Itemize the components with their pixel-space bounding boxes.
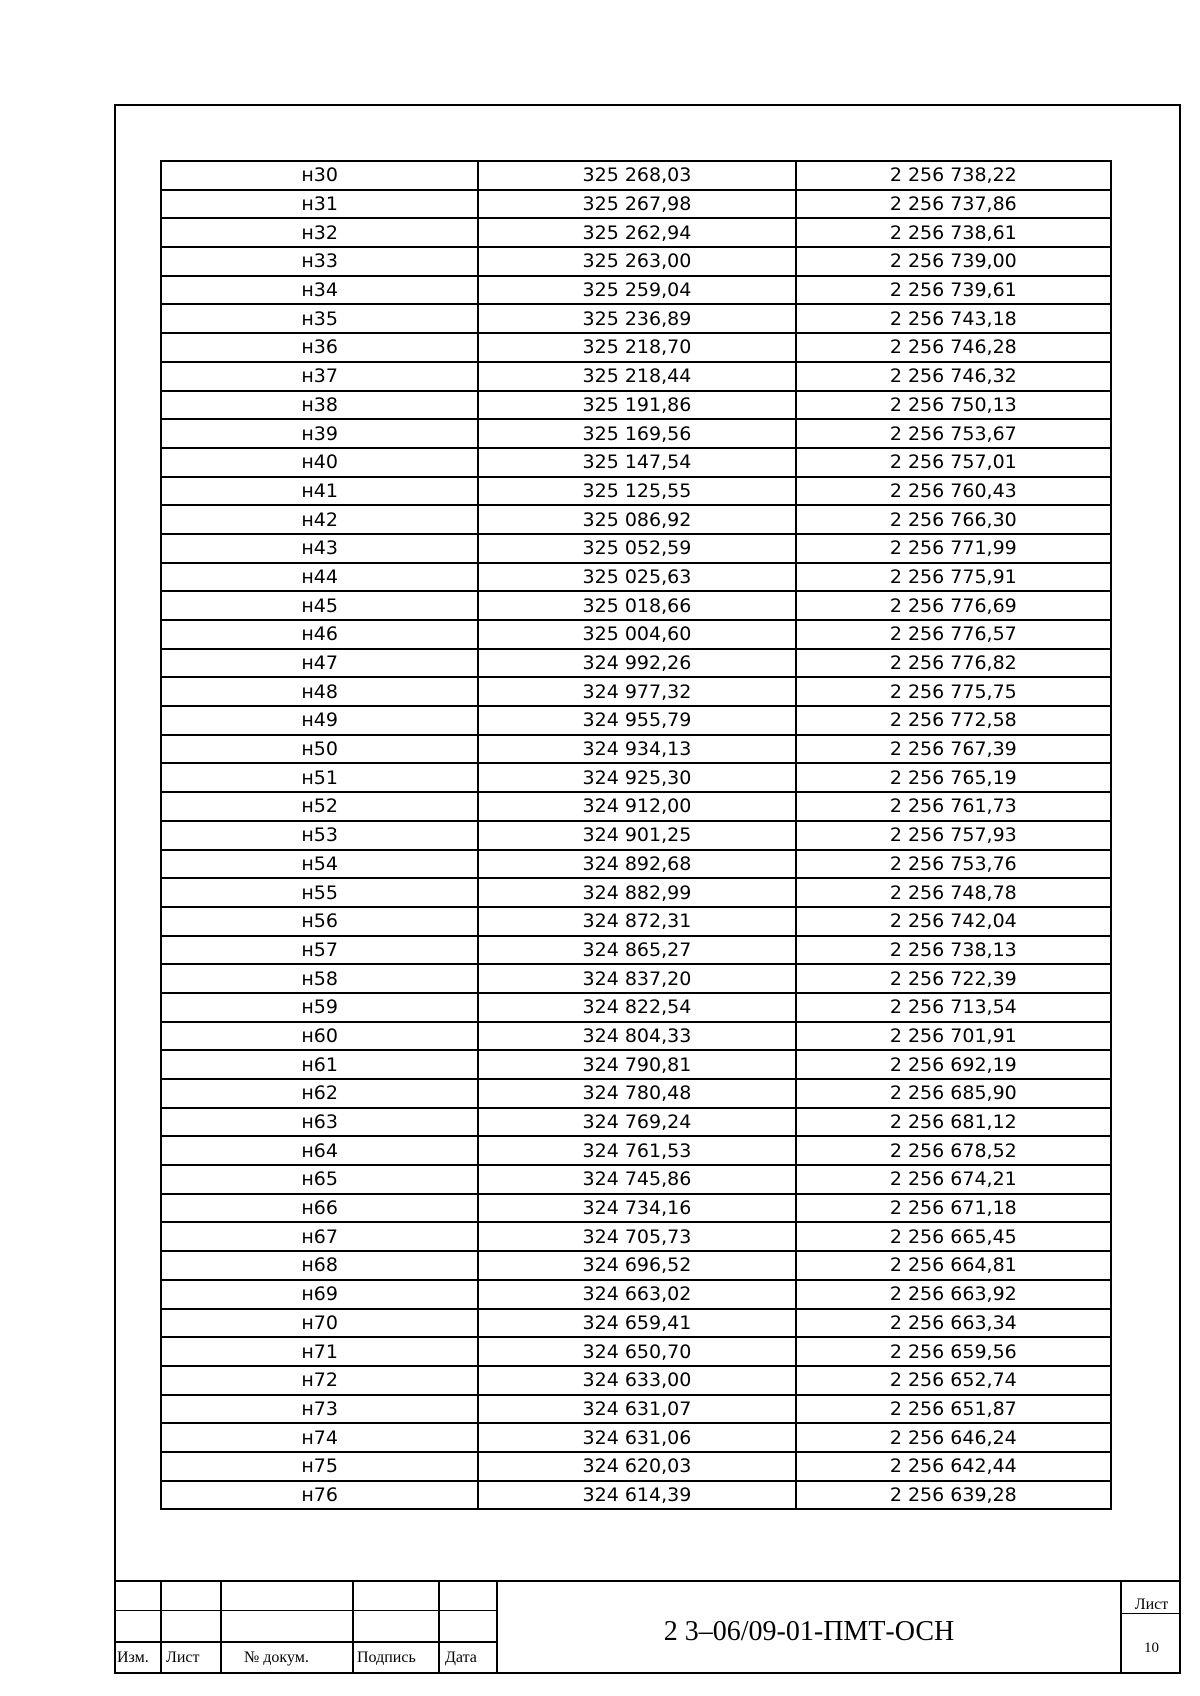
table-row: [161, 276, 1111, 305]
y-coordinate-cell: 2 256 742,04: [796, 907, 1111, 936]
point-name-cell: н47: [161, 649, 478, 678]
point-name-cell: н50: [161, 735, 478, 764]
point-name-cell: н43: [161, 534, 478, 563]
x-coordinate-cell: 324 977,32: [478, 677, 795, 706]
point-name-cell: н66: [161, 1194, 478, 1223]
label-signature: Подпись: [357, 1649, 416, 1666]
point-name-cell: н76: [161, 1481, 478, 1510]
x-coordinate-cell: 324 790,81: [478, 1050, 795, 1079]
document-code: 2 3–06/09-01-ПМТ-ОСН: [663, 1616, 955, 1647]
y-coordinate-cell: 2 256 665,45: [796, 1222, 1111, 1251]
point-name-cell: н65: [161, 1165, 478, 1194]
table-row: [161, 391, 1111, 420]
point-name-cell: н59: [161, 993, 478, 1022]
point-name-cell: н62: [161, 1079, 478, 1108]
title-block-divider: [220, 1580, 222, 1674]
table-row: [161, 735, 1111, 764]
table-row: [161, 1165, 1111, 1194]
point-name-cell: н42: [161, 505, 478, 534]
x-coordinate-cell: 325 018,66: [478, 591, 795, 620]
x-coordinate-cell: 324 882,99: [478, 878, 795, 907]
point-name-cell: н41: [161, 477, 478, 506]
y-coordinate-cell: 2 256 738,13: [796, 936, 1111, 965]
x-coordinate-cell: 324 804,33: [478, 1022, 795, 1051]
table-row: [161, 190, 1111, 219]
table-row: [161, 821, 1111, 850]
point-name-cell: н60: [161, 1022, 478, 1051]
table-row: [161, 1050, 1111, 1079]
table-row: [161, 936, 1111, 965]
point-name-cell: н45: [161, 591, 478, 620]
y-coordinate-cell: 2 256 646,24: [796, 1423, 1111, 1452]
coordinates-table: [160, 160, 1112, 1510]
x-coordinate-cell: 324 769,24: [478, 1108, 795, 1137]
x-coordinate-cell: 325 259,04: [478, 276, 795, 305]
point-name-cell: н57: [161, 936, 478, 965]
y-coordinate-cell: 2 256 746,28: [796, 333, 1111, 362]
x-coordinate-cell: 325 218,44: [478, 362, 795, 391]
table-row: [161, 1079, 1111, 1108]
point-name-cell: н34: [161, 276, 478, 305]
x-coordinate-cell: 324 955,79: [478, 706, 795, 735]
x-coordinate-cell: 324 912,00: [478, 792, 795, 821]
x-coordinate-cell: 324 663,02: [478, 1280, 795, 1309]
table-row: [161, 591, 1111, 620]
x-coordinate-cell: 324 696,52: [478, 1251, 795, 1280]
point-name-cell: н75: [161, 1452, 478, 1481]
x-coordinate-cell: 325 025,63: [478, 563, 795, 592]
y-coordinate-cell: 2 256 775,91: [796, 563, 1111, 592]
y-coordinate-cell: 2 256 639,28: [796, 1481, 1111, 1510]
table-row: [161, 505, 1111, 534]
y-coordinate-cell: 2 256 701,91: [796, 1022, 1111, 1051]
y-coordinate-cell: 2 256 766,30: [796, 505, 1111, 534]
table-row: [161, 964, 1111, 993]
y-coordinate-cell: 2 256 738,22: [796, 161, 1111, 190]
label-list: Лист: [166, 1649, 200, 1666]
point-name-cell: н39: [161, 419, 478, 448]
y-coordinate-cell: 2 256 753,67: [796, 419, 1111, 448]
point-name-cell: н33: [161, 247, 478, 276]
point-name-cell: н52: [161, 792, 478, 821]
x-coordinate-cell: 324 734,16: [478, 1194, 795, 1223]
x-coordinate-cell: 324 780,48: [478, 1079, 795, 1108]
table-row: [161, 419, 1111, 448]
point-name-cell: н30: [161, 161, 478, 190]
y-coordinate-cell: 2 256 757,01: [796, 448, 1111, 477]
table-row: [161, 1309, 1111, 1338]
table-row: [161, 333, 1111, 362]
table-row: [161, 850, 1111, 879]
table-row: [161, 247, 1111, 276]
table-row: [161, 1022, 1111, 1051]
point-name-cell: н56: [161, 907, 478, 936]
point-name-cell: н74: [161, 1423, 478, 1452]
point-name-cell: н68: [161, 1251, 478, 1280]
table-row: [161, 1423, 1111, 1452]
title-block-divider: [352, 1580, 354, 1674]
table-row: [161, 792, 1111, 821]
y-coordinate-cell: 2 256 746,32: [796, 362, 1111, 391]
point-name-cell: н72: [161, 1366, 478, 1395]
y-coordinate-cell: 2 256 771,99: [796, 534, 1111, 563]
point-name-cell: н55: [161, 878, 478, 907]
x-coordinate-cell: 324 934,13: [478, 735, 795, 764]
x-coordinate-cell: 324 925,30: [478, 763, 795, 792]
label-date: Дата: [445, 1649, 477, 1666]
x-coordinate-cell: 324 631,07: [478, 1395, 795, 1424]
x-coordinate-cell: 325 052,59: [478, 534, 795, 563]
table-row: [161, 161, 1111, 190]
y-coordinate-cell: 2 256 761,73: [796, 792, 1111, 821]
y-coordinate-cell: 2 256 659,56: [796, 1337, 1111, 1366]
y-coordinate-cell: 2 256 772,58: [796, 706, 1111, 735]
y-coordinate-cell: 2 256 775,75: [796, 677, 1111, 706]
point-name-cell: н48: [161, 677, 478, 706]
x-coordinate-cell: 325 262,94: [478, 218, 795, 247]
x-coordinate-cell: 325 147,54: [478, 448, 795, 477]
x-coordinate-cell: 325 004,60: [478, 620, 795, 649]
title-block-divider: [438, 1580, 440, 1674]
point-name-cell: н58: [161, 964, 478, 993]
point-name-cell: н44: [161, 563, 478, 592]
point-name-cell: н32: [161, 218, 478, 247]
point-name-cell: н38: [161, 391, 478, 420]
x-coordinate-cell: 324 631,06: [478, 1423, 795, 1452]
table-row: [161, 534, 1111, 563]
x-coordinate-cell: 325 236,89: [478, 304, 795, 333]
y-coordinate-cell: 2 256 776,82: [796, 649, 1111, 678]
point-name-cell: н67: [161, 1222, 478, 1251]
x-coordinate-cell: 324 837,20: [478, 964, 795, 993]
table-row: [161, 563, 1111, 592]
table-row: [161, 706, 1111, 735]
x-coordinate-cell: 325 125,55: [478, 477, 795, 506]
x-coordinate-cell: 324 650,70: [478, 1337, 795, 1366]
table-row: [161, 878, 1111, 907]
x-coordinate-cell: 324 901,25: [478, 821, 795, 850]
y-coordinate-cell: 2 256 765,19: [796, 763, 1111, 792]
x-coordinate-cell: 324 822,54: [478, 993, 795, 1022]
y-coordinate-cell: 2 256 671,18: [796, 1194, 1111, 1223]
x-coordinate-cell: 325 191,86: [478, 391, 795, 420]
table-row: [161, 1280, 1111, 1309]
table-row: [161, 1337, 1111, 1366]
table-row: [161, 649, 1111, 678]
y-coordinate-cell: 2 256 743,18: [796, 304, 1111, 333]
point-name-cell: н71: [161, 1337, 478, 1366]
x-coordinate-cell: 325 263,00: [478, 247, 795, 276]
x-coordinate-cell: 324 620,03: [478, 1452, 795, 1481]
y-coordinate-cell: 2 256 685,90: [796, 1079, 1111, 1108]
table-row: [161, 1395, 1111, 1424]
y-coordinate-cell: 2 256 642,44: [796, 1452, 1111, 1481]
x-coordinate-cell: 324 892,68: [478, 850, 795, 879]
table-row: [161, 1452, 1111, 1481]
y-coordinate-cell: 2 256 776,57: [796, 620, 1111, 649]
table-row: [161, 620, 1111, 649]
y-coordinate-cell: 2 256 738,61: [796, 218, 1111, 247]
point-name-cell: н31: [161, 190, 478, 219]
y-coordinate-cell: 2 256 739,00: [796, 247, 1111, 276]
y-coordinate-cell: 2 256 776,69: [796, 591, 1111, 620]
table-row: [161, 907, 1111, 936]
table-row: [161, 677, 1111, 706]
table-row: [161, 1136, 1111, 1165]
title-block-top-border: [114, 1580, 1181, 1582]
y-coordinate-cell: 2 256 750,13: [796, 391, 1111, 420]
x-coordinate-cell: 324 633,00: [478, 1366, 795, 1395]
x-coordinate-cell: 324 872,31: [478, 907, 795, 936]
label-doc-number: № докум.: [244, 1649, 309, 1666]
x-coordinate-cell: 325 218,70: [478, 333, 795, 362]
y-coordinate-cell: 2 256 692,19: [796, 1050, 1111, 1079]
y-coordinate-cell: 2 256 739,61: [796, 276, 1111, 305]
table-row: [161, 1251, 1111, 1280]
table-row: [161, 1194, 1111, 1223]
x-coordinate-cell: 325 268,03: [478, 161, 795, 190]
title-block-divider: [1120, 1580, 1122, 1674]
label-izm: Изм.: [117, 1649, 149, 1666]
y-coordinate-cell: 2 256 737,86: [796, 190, 1111, 219]
y-coordinate-cell: 2 256 757,93: [796, 821, 1111, 850]
point-name-cell: н54: [161, 850, 478, 879]
y-coordinate-cell: 2 256 748,78: [796, 878, 1111, 907]
y-coordinate-cell: 2 256 760,43: [796, 477, 1111, 506]
x-coordinate-cell: 324 659,41: [478, 1309, 795, 1338]
table-row: [161, 477, 1111, 506]
y-coordinate-cell: 2 256 664,81: [796, 1251, 1111, 1280]
y-coordinate-cell: 2 256 651,87: [796, 1395, 1111, 1424]
y-coordinate-cell: 2 256 681,12: [796, 1108, 1111, 1137]
point-name-cell: н36: [161, 333, 478, 362]
title-block-row-line: [114, 1610, 496, 1611]
x-coordinate-cell: 324 745,86: [478, 1165, 795, 1194]
table-row: [161, 1481, 1111, 1510]
sheet-label: Лист: [1134, 1596, 1169, 1613]
y-coordinate-cell: 2 256 663,34: [796, 1309, 1111, 1338]
point-name-cell: н35: [161, 304, 478, 333]
point-name-cell: н53: [161, 821, 478, 850]
table-row: [161, 362, 1111, 391]
table-row: [161, 993, 1111, 1022]
point-name-cell: н64: [161, 1136, 478, 1165]
point-name-cell: н73: [161, 1395, 478, 1424]
title-block-divider: [160, 1580, 162, 1674]
point-name-cell: н70: [161, 1309, 478, 1338]
point-name-cell: н63: [161, 1108, 478, 1137]
point-name-cell: н37: [161, 362, 478, 391]
table-row: [161, 1366, 1111, 1395]
table-row: [161, 1222, 1111, 1251]
x-coordinate-cell: 325 169,56: [478, 419, 795, 448]
point-name-cell: н46: [161, 620, 478, 649]
y-coordinate-cell: 2 256 674,21: [796, 1165, 1111, 1194]
y-coordinate-cell: 2 256 713,54: [796, 993, 1111, 1022]
y-coordinate-cell: 2 256 663,92: [796, 1280, 1111, 1309]
point-name-cell: н49: [161, 706, 478, 735]
x-coordinate-cell: 324 705,73: [478, 1222, 795, 1251]
table-row: [161, 1108, 1111, 1137]
x-coordinate-cell: 325 267,98: [478, 190, 795, 219]
title-block: [114, 1580, 1181, 1674]
table-row: [161, 448, 1111, 477]
point-name-cell: н51: [161, 763, 478, 792]
sheet-number: 10: [1144, 1640, 1159, 1656]
coordinates-table-body: [161, 161, 1111, 1509]
point-name-cell: н61: [161, 1050, 478, 1079]
x-coordinate-cell: 324 992,26: [478, 649, 795, 678]
point-name-cell: н69: [161, 1280, 478, 1309]
y-coordinate-cell: 2 256 678,52: [796, 1136, 1111, 1165]
y-coordinate-cell: 2 256 753,76: [796, 850, 1111, 879]
title-block-row-line: [114, 1641, 496, 1643]
y-coordinate-cell: 2 256 722,39: [796, 964, 1111, 993]
x-coordinate-cell: 324 614,39: [478, 1481, 795, 1510]
x-coordinate-cell: 324 761,53: [478, 1136, 795, 1165]
x-coordinate-cell: 325 086,92: [478, 505, 795, 534]
x-coordinate-cell: 324 865,27: [478, 936, 795, 965]
table-row: [161, 763, 1111, 792]
y-coordinate-cell: 2 256 652,74: [796, 1366, 1111, 1395]
point-name-cell: н40: [161, 448, 478, 477]
table-row: [161, 218, 1111, 247]
y-coordinate-cell: 2 256 767,39: [796, 735, 1111, 764]
table-row: [161, 304, 1111, 333]
